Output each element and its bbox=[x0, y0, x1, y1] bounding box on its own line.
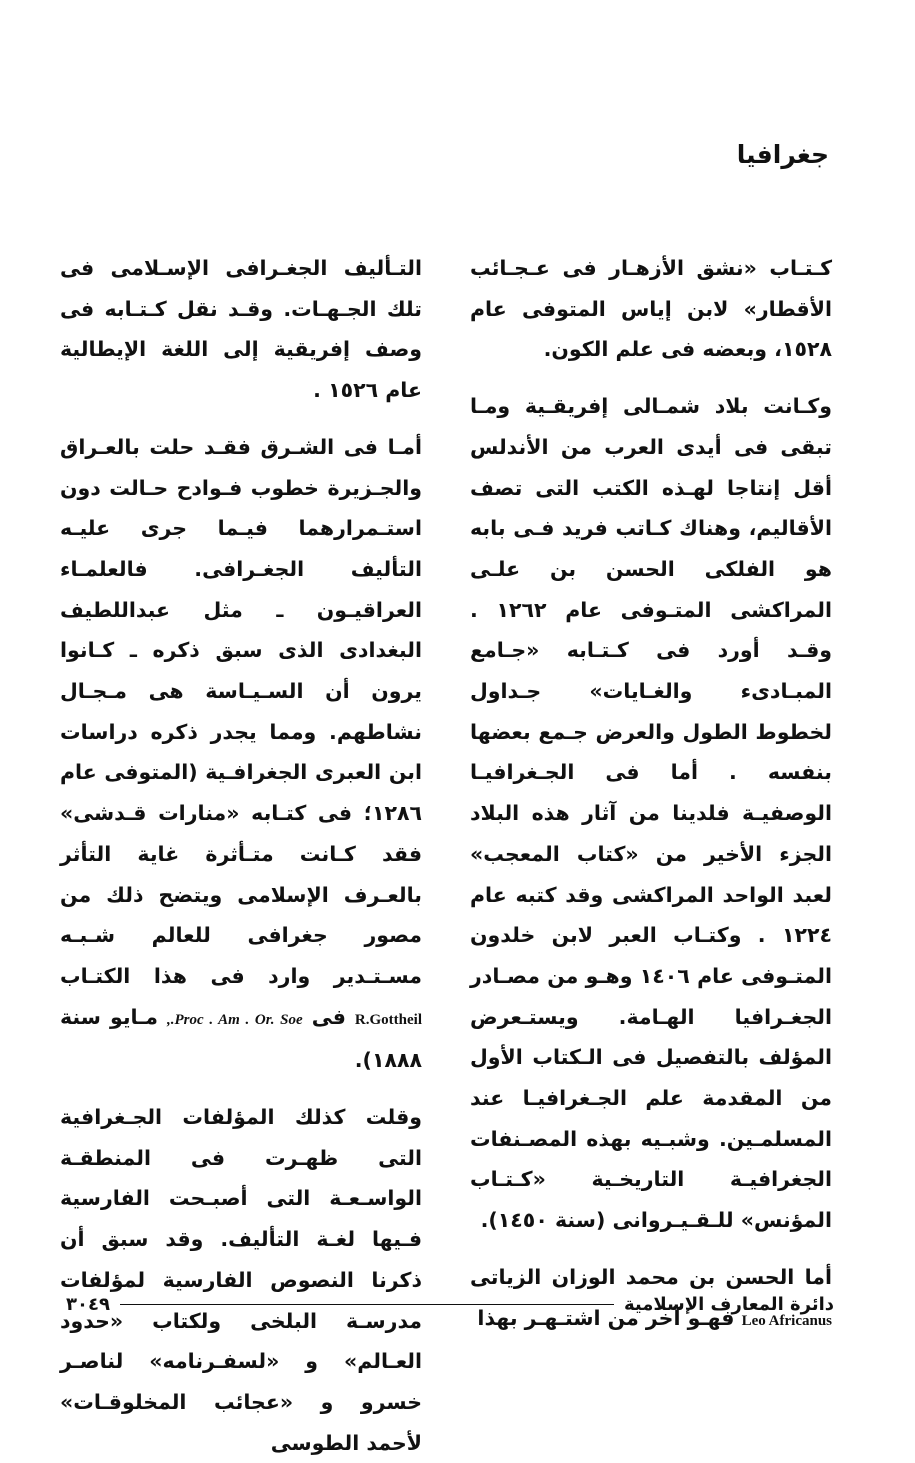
latin-citation-author: R.Gottheil bbox=[354, 1011, 422, 1028]
right-column bbox=[470, 248, 832, 1341]
latin-citation-journal: Proc . Am . Or. Soe., bbox=[167, 1011, 303, 1028]
paragraph-text: فهـو آخر من اشتـهـر بهذا bbox=[477, 1305, 735, 1330]
citation-connector: فى bbox=[311, 1004, 346, 1029]
paragraph: كـتـاب «نشق الأزهـار فى عـجـائب الأقطار» لابن إياس المتوفى عام ١٥٢٨، وبعضه فى علم الكون. bbox=[470, 256, 832, 362]
latin-name: Leo Africanus bbox=[741, 1312, 832, 1329]
running-head-title: جغرافيا bbox=[736, 140, 829, 169]
footer-rule bbox=[120, 1304, 614, 1305]
left-column bbox=[60, 248, 422, 1463]
paragraph-text: مـايو سنة ١٨٨٨). bbox=[60, 1004, 422, 1073]
paragraph: وقلت كذلك المؤلفات الجـغرافية التى ظهـرت فى المنطقـة الواسـعـة التى أصبـحت الفارسية فـيها لغـة التأليف. وقد سبق أن ذكرنا النصوص الفارسية لمؤلفات مدرسـة البلخى ولكتاب «حدود العـالم» و «لسفـرنامه» لناصـر خسرو و «عجائب المخلوقـات» لأحمد الطوسى bbox=[60, 1105, 422, 1455]
paragraph-text: أمـا فى الشـرق فقـد حلت بالعـراق والجـزيرة خطوب فـوادح حـالت دون استـمرارهما فيـما جرى عليـه التأليف الجغـرافى. فالعلمـاء العراقيـون ـ مثل عبداللطيف البغدادى الذى سبق ذكره ـ كـانوا يرون أن السـيـاسة هى مـجـال نشاطهم. ومما يجدر ذكره دراسات ابن العبرى الجغرافـية (المتوفى عام ١٢٨٦؛ فى كتـابه «منارات قـدشى» فقد كـانت متـأثرة غاية التأثر بالعـرف الإسلامى ويتضح ذلك من مصور جغرافى للعالم شـبـه مسـتـدير وارد فى هذا الكتـاب bbox=[60, 434, 422, 988]
paragraph-text: أما الحسن بن محمد الوزان الزياتى bbox=[470, 1264, 832, 1289]
page-number: ٣٠٤٩ bbox=[66, 1293, 110, 1315]
footer-journal-title: دائرة المعارف الإسلامية bbox=[623, 1293, 834, 1315]
paragraph bbox=[60, 427, 422, 1081]
page-footer bbox=[66, 1289, 834, 1319]
paragraph: التـأليف الجغـرافى الإسـلامى فى تلك الجـهـات. وقـد نقل كـتـابه فى وصف إفريقية إلى اللغة الإيطالية عام ١٥٢٦ . bbox=[60, 256, 422, 403]
paragraph: وكـانت بلاد شمـالى إفريقـية ومـا تبقى فى أيدى العرب من الأندلس أقل إنتاجا لهـذه الكتب التى تصف الأقاليم، وهناك كـاتب فريد فـى بابه هو الفلكى الحسن بن علـى المراكشى المتـوفى عام ١٢٦٢ . وقـد أورد فى كـتـابه «جـامع المبـادىء والغـايات» جـداول لخطوط الطول والعرض جـمع بعضها بنفسه . أما فى الجـغرافيـا الوصفيـة فلدينا من آثار هذه البلاد الجزء الأخير من «كتاب المعجب» لعبد الواحد المراكشى وقد كتبه عام ١٢٢٤ . وكتـاب العبر لابن خلدون المتـوفى عام ١٤٠٦ وهـو من مصـادر الجغـرافيا الهـامة. ويستـعرض المؤلف بالتفصيل فى الـكتاب الأول من المقدمة علم الجـغرافيـا عند المسلمـين. وشبـيه بهذه المصـنفات الجغرافيـة التاريخـية «كـتـاب المؤنس» للـقـيـروانى (سنة ١٤٥٠). bbox=[470, 394, 832, 1233]
